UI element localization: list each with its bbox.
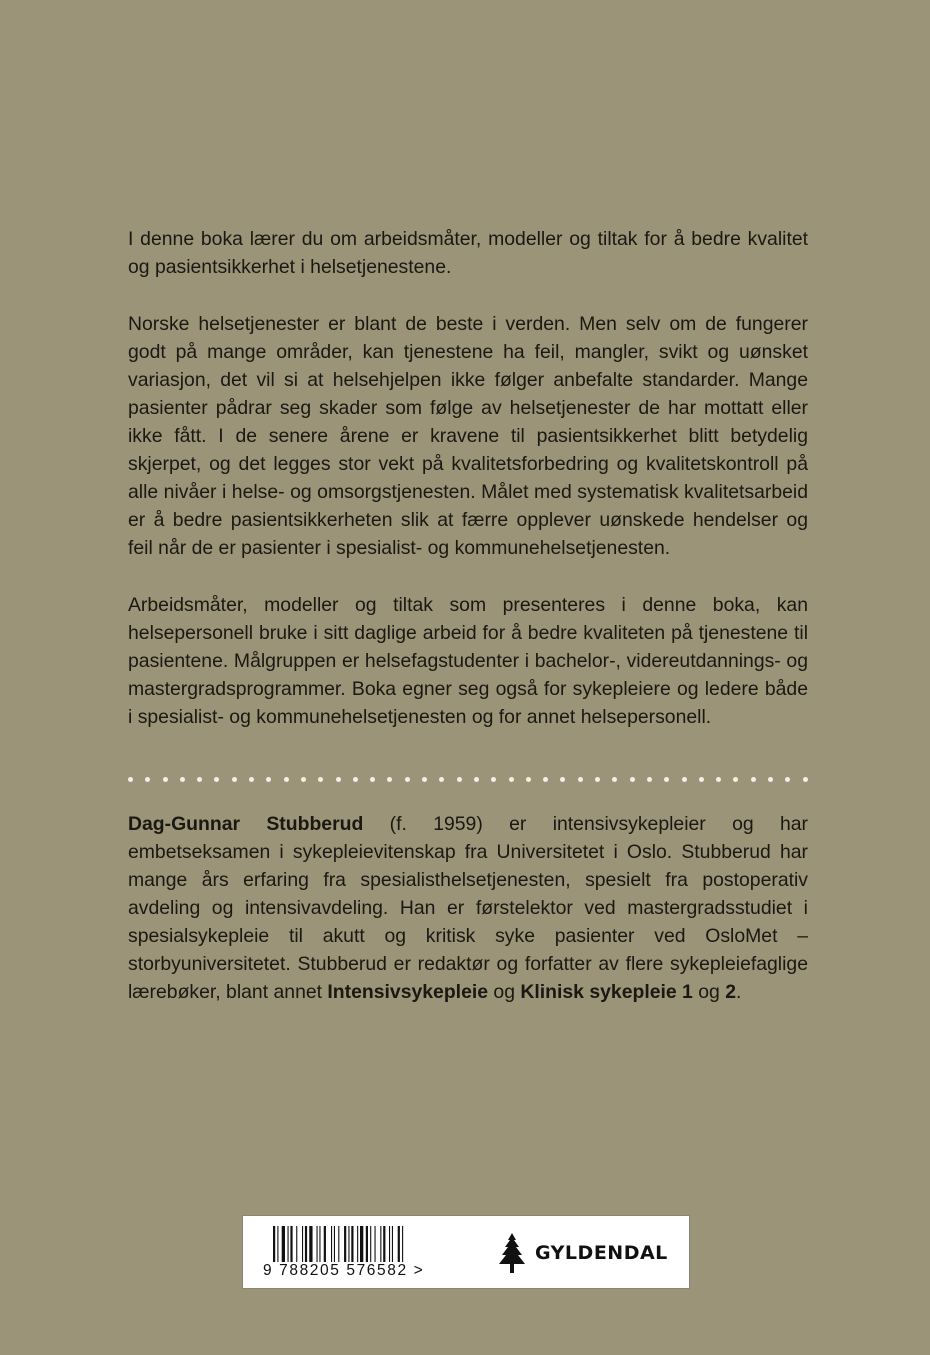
divider-dot — [509, 777, 514, 782]
barcode-bar — [389, 1226, 390, 1262]
intro-text: I denne boka lærer du om arbeidsmåter, modeller og tiltak for å bedre kvalitet og pasientsikkerhet i helsetjenestene. — [128, 228, 808, 278]
barcode-bar — [366, 1226, 368, 1262]
barcode-bars — [271, 1226, 441, 1264]
divider-dot — [491, 777, 496, 782]
divider-dot — [664, 777, 669, 782]
barcode-bar — [331, 1226, 332, 1262]
divider-dot — [595, 777, 600, 782]
divider-dot — [266, 777, 271, 782]
divider-dot — [785, 777, 790, 782]
divider-dot — [768, 777, 773, 782]
intro-paragraph — [128, 225, 808, 281]
divider-dot — [751, 777, 756, 782]
divider-dot — [439, 777, 444, 782]
divider-dot — [353, 777, 358, 782]
barcode-bar — [402, 1226, 403, 1262]
divider-dot — [474, 777, 479, 782]
barcode-bar — [360, 1226, 363, 1262]
divider-dot — [301, 777, 306, 782]
divider-dot — [457, 777, 462, 782]
bio-conjunction: og — [692, 981, 726, 1003]
isbn-number: 9 788205 576582 > — [263, 1262, 425, 1279]
barcode-bar — [273, 1226, 275, 1262]
barcode-bar — [344, 1226, 346, 1262]
barcode-bar — [296, 1226, 297, 1262]
divider-dot — [197, 777, 202, 782]
barcode-bar — [348, 1226, 349, 1262]
divider-dot — [699, 777, 704, 782]
barcode-bar — [309, 1226, 312, 1262]
barcode-bar — [370, 1226, 371, 1262]
barcode-bar — [319, 1226, 320, 1262]
barcode-bar — [290, 1226, 292, 1262]
bio-end: . — [735, 981, 742, 1003]
barcode-panel — [242, 1215, 690, 1289]
divider-dot — [128, 777, 133, 782]
tree-icon — [497, 1232, 527, 1274]
barcode-bar — [383, 1226, 385, 1262]
barcode-bar — [317, 1226, 318, 1262]
author-bio — [128, 810, 808, 1006]
barcode-bar — [305, 1226, 307, 1262]
divider-dot — [405, 777, 410, 782]
barcode-bar — [277, 1226, 278, 1262]
description-text: Norske helsetjenester er blant de beste i verden. Men selv om de fungerer godt på mange områder, kan tjenestene ha feil, mangler, svikt og uønsket variasjon, det vil si at helsehjelpen ikke følger anbefalte standarder. Mange pasienter pådrar seg skader som følge av helsetjenester de har mottatt eller ikke fått. I de senere årene er kravene til pasientsikkerhet blitt betydelig skjerpet, og det legges stor vekt på kvalitetsforbedring og kvalitetskontroll på alle nivåer i helse- og omsorgstjenesten. Målet med systematisk kvalitetsarbeid er å bedre pasientsikkerheten slik at færre opplever uønskede hendelser og feil når de er pasienter i spesialist- og kommunehelsetjenesten. — [128, 313, 808, 559]
divider-dot — [249, 777, 254, 782]
dotted-divider — [128, 775, 808, 783]
bio-body: (f. 1959) er intensivsykepleier og har embetseksamen i sykepleievitenskap fra Universitetet i Oslo. Stubberud har mange års erfaring fra spesialisthelsetjenesten, spesielt fra postoperativ avdeling og intensivavdeling. Han er førstelektor ved mastergradsstudiet i spesialsykepleie til akutt og kritisk syke pasienter ved OsloMet – storbyuniversitetet. Stubberud er redaktør og forfatter av flere sykepleiefaglige lærebøker, blant annet — [128, 813, 808, 1003]
divider-dot — [387, 777, 392, 782]
barcode-bar — [398, 1226, 400, 1262]
divider-dot — [180, 777, 185, 782]
divider-dot — [232, 777, 237, 782]
barcode-bar — [357, 1226, 358, 1262]
divider-dot — [145, 777, 150, 782]
divider-dot — [612, 777, 617, 782]
divider-dot — [526, 777, 531, 782]
book-title-3: 2 — [725, 981, 736, 1003]
divider-dot — [647, 777, 652, 782]
description-paragraph — [128, 310, 808, 562]
divider-dot — [370, 777, 375, 782]
author-bio-text — [128, 810, 808, 1006]
barcode-bar — [392, 1226, 393, 1262]
audience-paragraph — [128, 591, 808, 731]
book-title-1: Intensivsykepleie — [327, 981, 489, 1003]
divider-dot — [803, 777, 808, 782]
barcode-bar — [302, 1226, 303, 1262]
audience-text: Arbeidsmåter, modeller og tiltak som presenteres i denne boka, kan helsepersonell bruke i sitt daglige arbeid for å bedre kvaliteten på tjenestene til pasientene. Målgruppen er helsefagstudenter i bachelor-, videreutdannings- og mastergradsprogrammer. Boka egner seg også for sykepleiere og ledere både i spesialist- og kommunehelsetjenesten og for annet helsepersonell. — [128, 594, 808, 728]
divider-dot — [560, 777, 565, 782]
barcode-bar — [380, 1226, 381, 1262]
divider-dot — [716, 777, 721, 782]
publisher-name: GYLDENDAL — [535, 1242, 668, 1264]
barcode-bar — [288, 1226, 289, 1262]
barcode-bar — [282, 1226, 285, 1262]
divider-dot — [284, 777, 289, 782]
divider-dot — [336, 777, 341, 782]
author-name: Dag-Gunnar Stubberud — [128, 813, 364, 835]
barcode-bar — [351, 1226, 353, 1262]
barcode-bar — [375, 1226, 376, 1262]
divider-dot — [578, 777, 583, 782]
barcode-bar — [338, 1226, 339, 1262]
book-title-2: Klinisk sykepleie 1 — [520, 981, 693, 1003]
divider-dot — [543, 777, 548, 782]
divider-dot — [214, 777, 219, 782]
barcode-bar — [334, 1226, 335, 1262]
divider-dot — [163, 777, 168, 782]
divider-dot — [630, 777, 635, 782]
divider-dot — [682, 777, 687, 782]
divider-dot — [318, 777, 323, 782]
publisher-logo — [497, 1232, 668, 1274]
barcode-bar — [324, 1226, 326, 1262]
divider-dot — [422, 777, 427, 782]
divider-dot — [733, 777, 738, 782]
bio-conjunction: og — [488, 981, 521, 1003]
